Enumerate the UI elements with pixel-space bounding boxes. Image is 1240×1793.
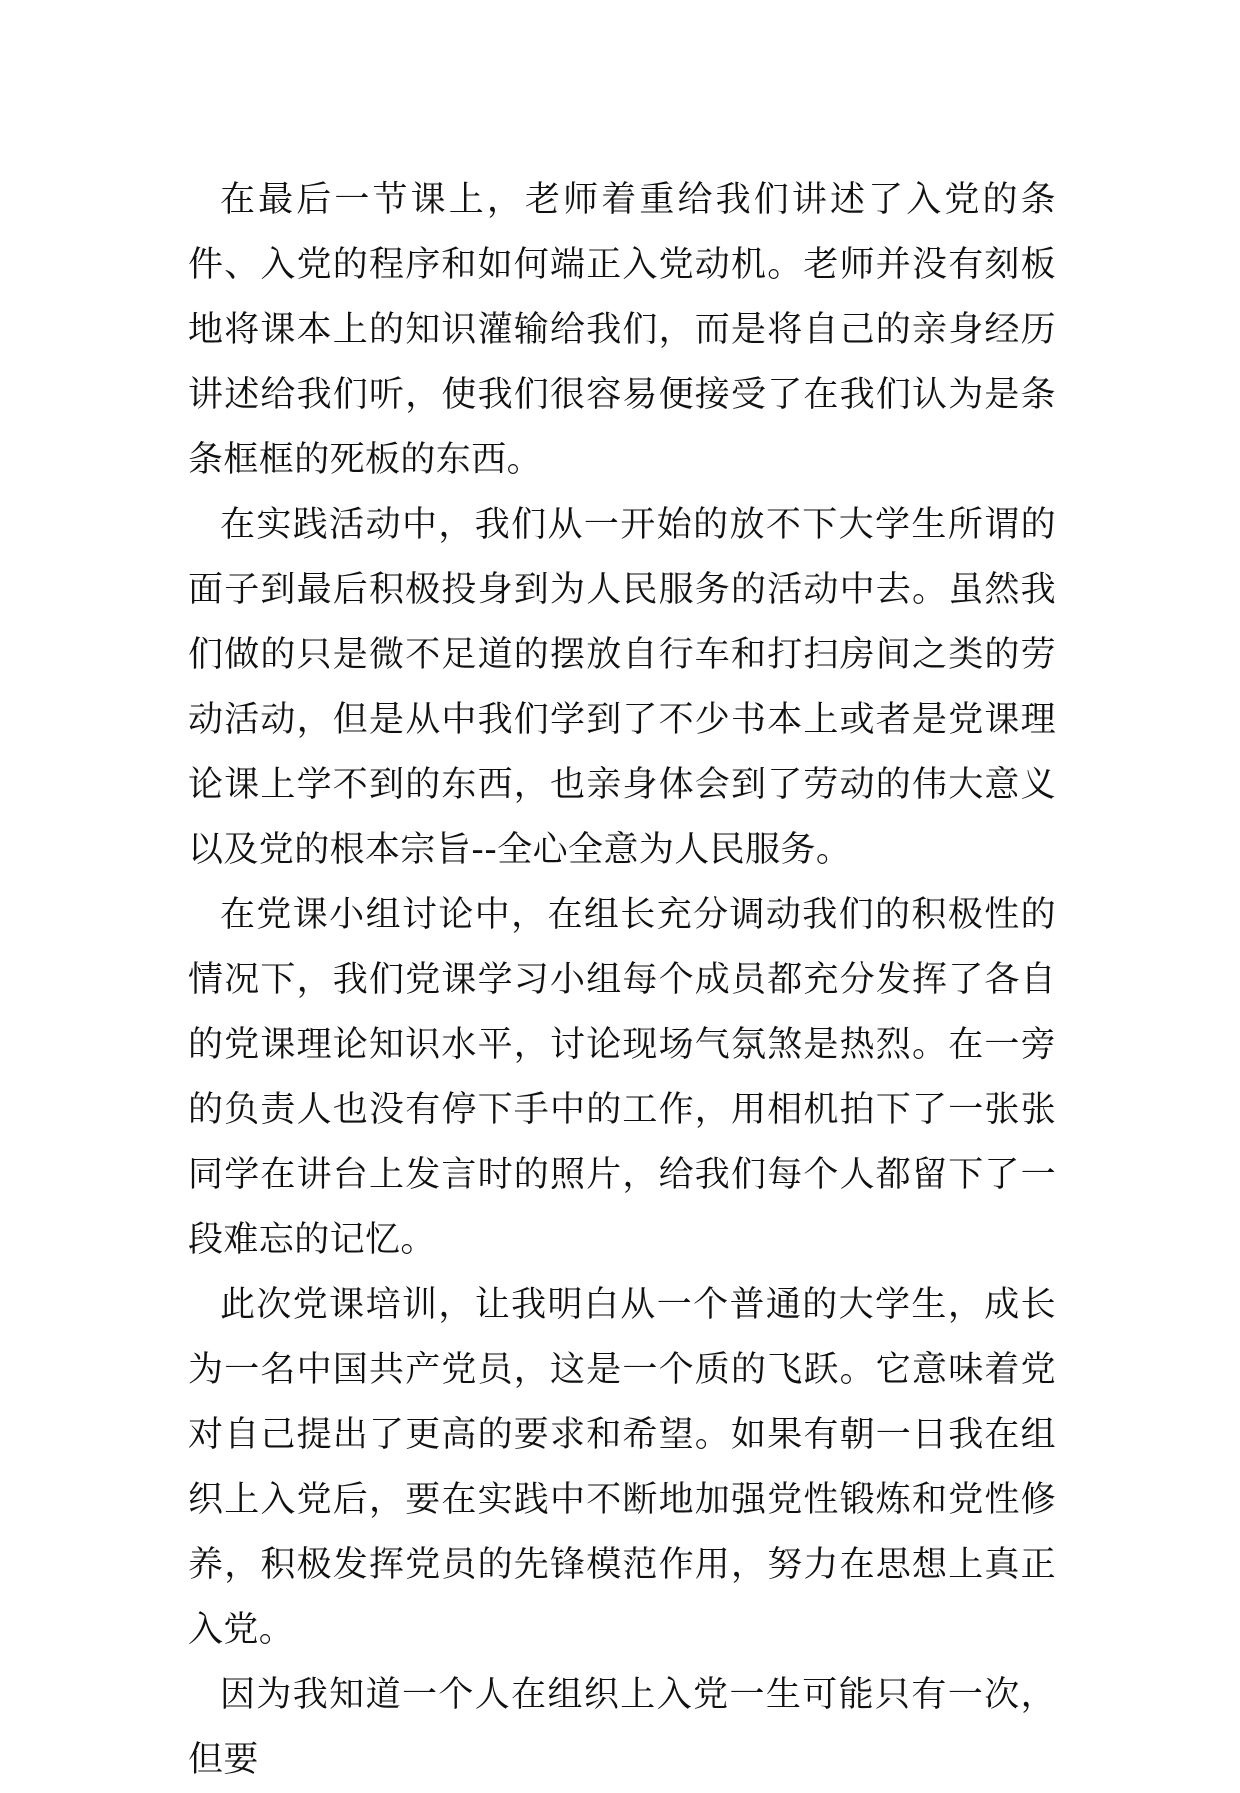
- paragraph-5: 因为我知道一个人在组织上入党一生可能只有一次，但要: [188, 1675, 1056, 1780]
- paragraph-1: 在最后一节课上，老师着重给我们讲述了入党的条件、入党的程序和如何端正入党动机。老师并没有刻板地将课本上的知识灌输给我们，而是将自己的亲身经历讲述给我们听，使我们很容易便接受了在我们认为是条条框框的死板的东西。: [188, 180, 1056, 480]
- paragraph-4: 此次党课培训，让我明白从一个普通的大学生，成长为一名中国共产党员，这是一个质的飞跃。它意味着党对自己提出了更高的要求和希望。如果有朝一日我在组织上入党后，要在实践中不断地加强党性锻炼和党性修养，积极发挥党员的先锋模范作用，努力在思想上真正入党。: [188, 1285, 1056, 1650]
- document-body: [188, 168, 1056, 1793]
- paragraph-3: 在党课小组讨论中，在组长充分调动我们的积极性的情况下，我们党课学习小组每个成员都充分发挥了各自的党课理论知识水平，讨论现场气氛煞是热烈。在一旁的负责人也没有停下手中的工作，用相机拍下了一张张同学在讲台上发言时的照片，给我们每个人都留下了一段难忘的记忆。: [188, 895, 1056, 1260]
- paragraph-2: 在实践活动中，我们从一开始的放不下大学生所谓的面子到最后积极投身到为人民服务的活动中去。虽然我们做的只是微不足道的摆放自行车和打扫房间之类的劳动活动，但是从中我们学到了不少书本上或者是党课理论课上学不到的东西，也亲身体会到了劳动的伟大意义以及党的根本宗旨--全心全意为人民服务。: [188, 505, 1056, 870]
